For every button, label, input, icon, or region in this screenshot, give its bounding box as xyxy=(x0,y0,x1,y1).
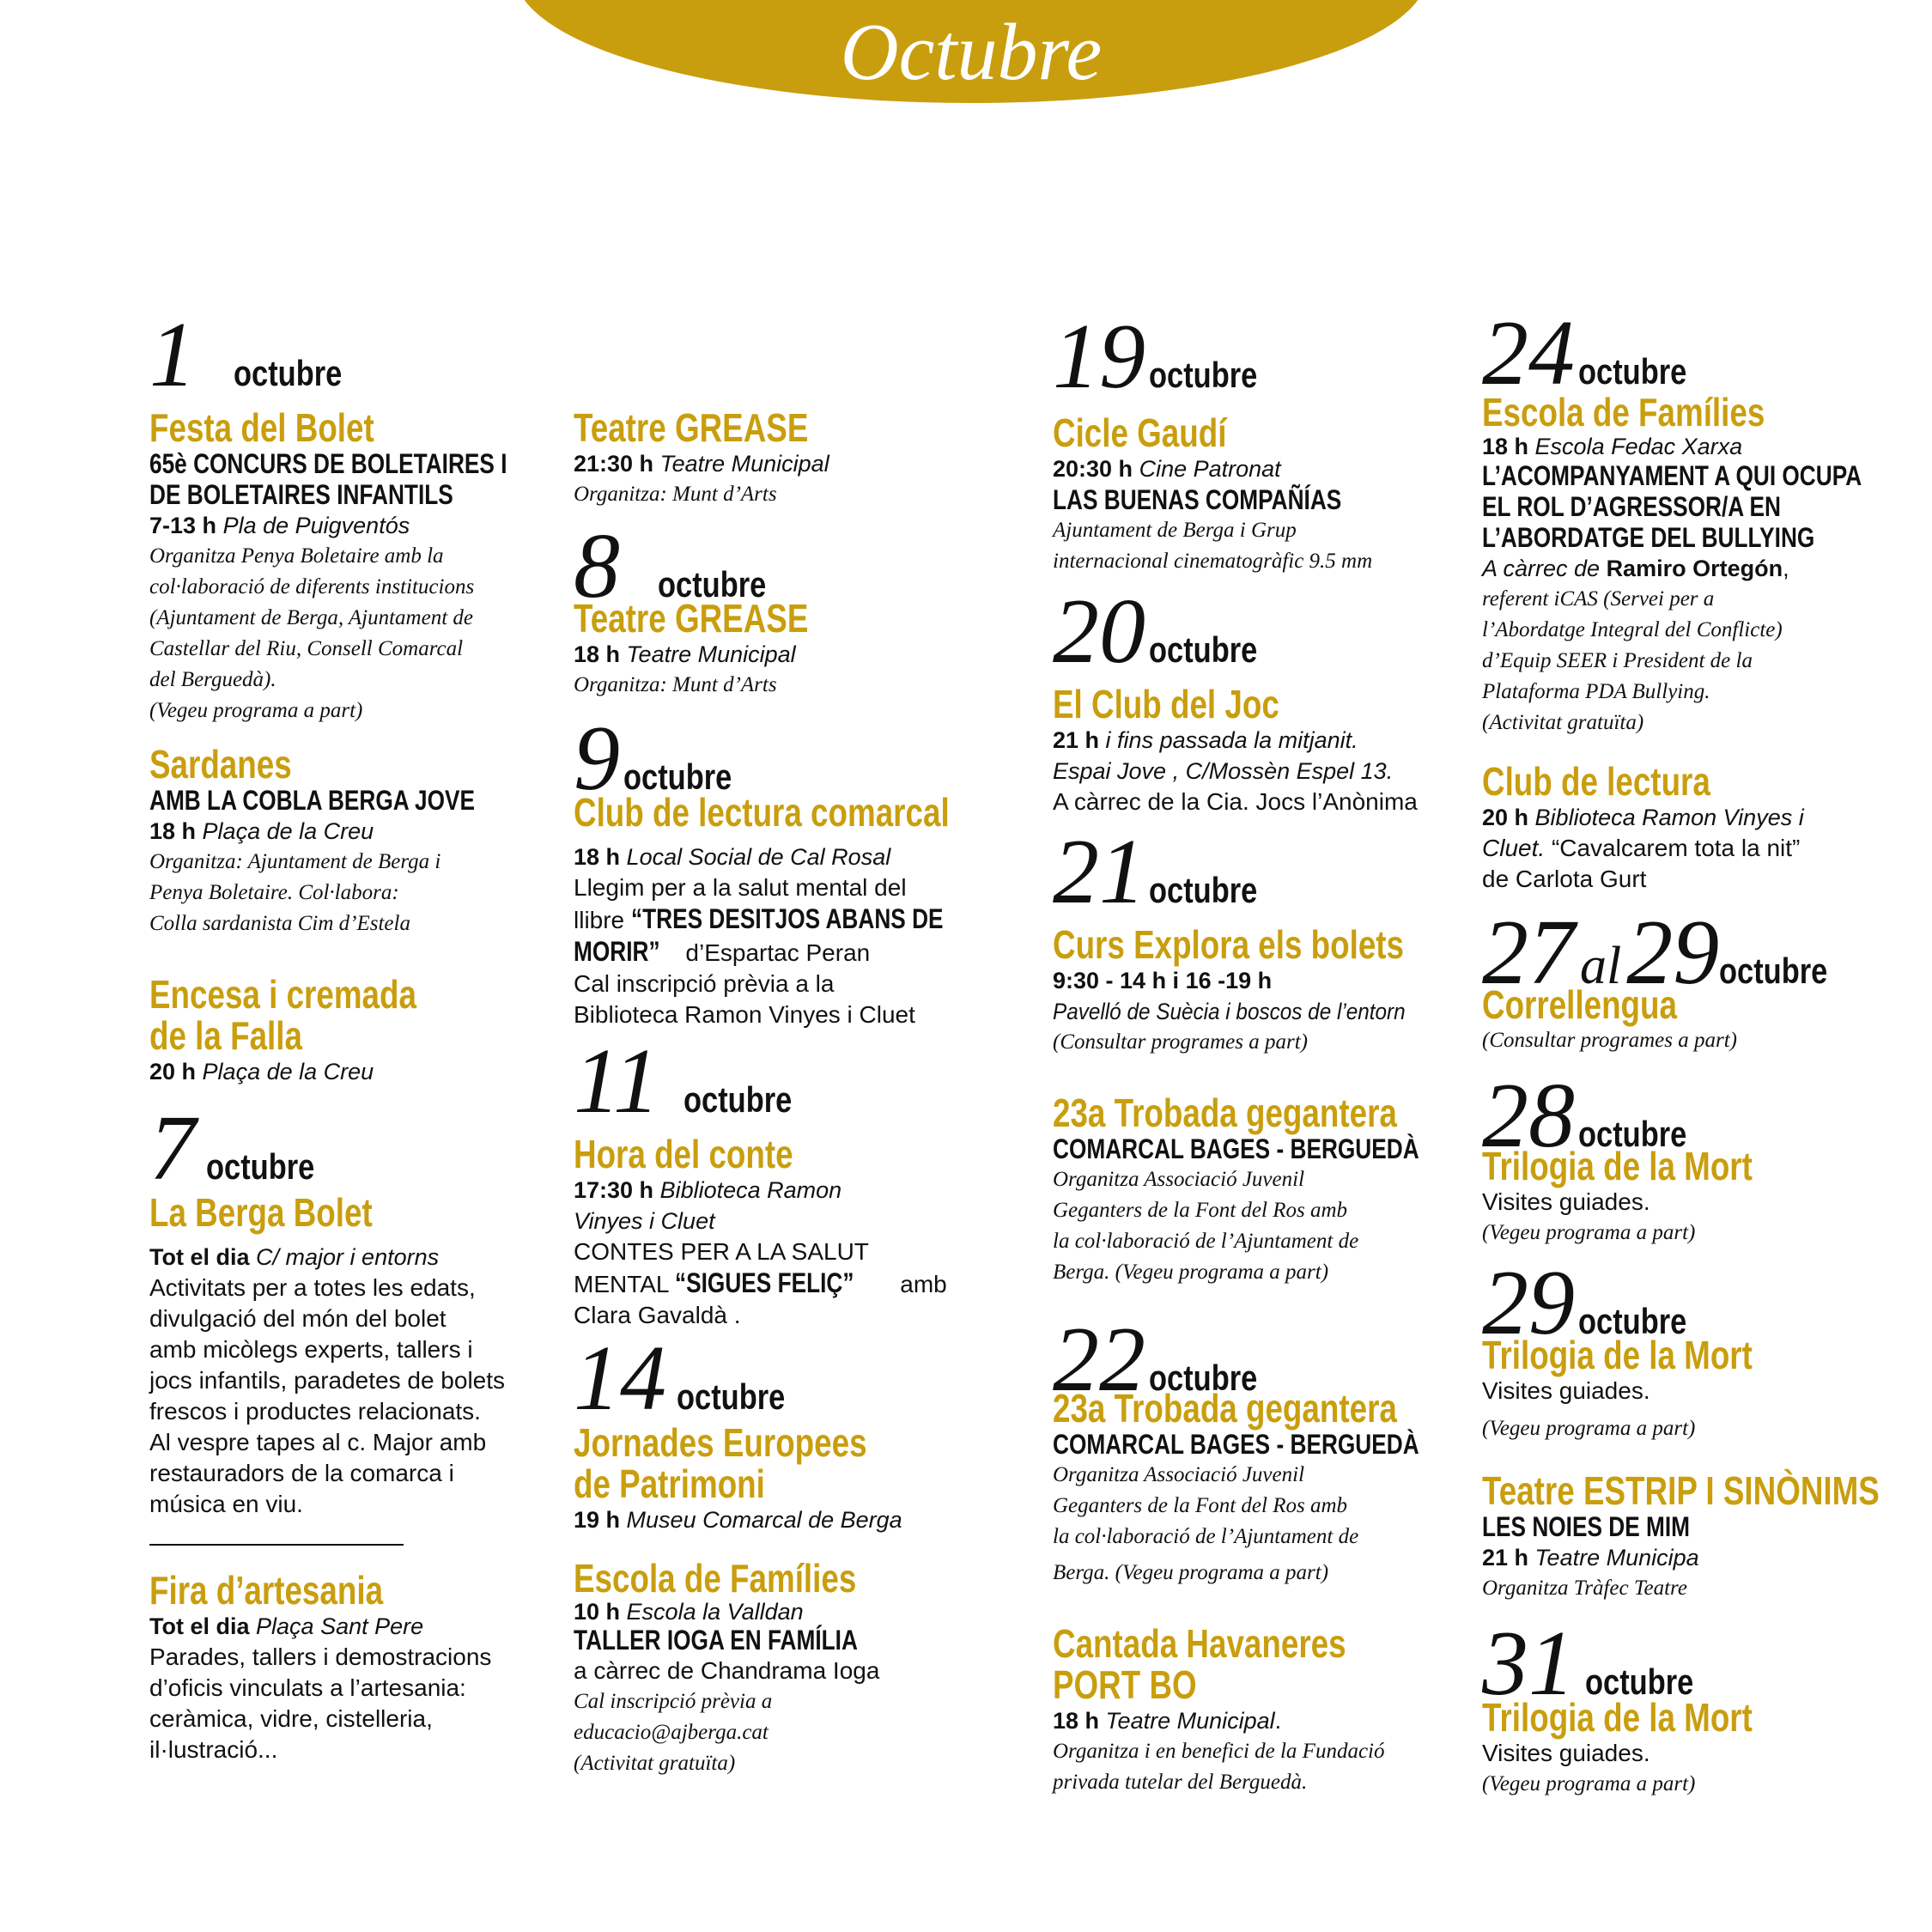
event-time-place xyxy=(1053,1705,1456,1736)
month-label: octubre xyxy=(1149,870,1258,910)
event-title: Teatre ESTRIP I SINÒNIMS xyxy=(1482,1468,1880,1513)
date-heading xyxy=(1053,306,1456,408)
text: . xyxy=(1274,1708,1282,1734)
event-place: Cluet. xyxy=(1482,835,1546,861)
date-heading xyxy=(574,708,977,810)
event-organizer: Organitza Tràfec Teatre xyxy=(1482,1577,1687,1600)
event-organizer: Organitza: Munt d’Arts xyxy=(574,673,777,696)
event-place: Pla de Puigventós xyxy=(222,513,410,538)
date-heading xyxy=(149,304,553,406)
event-subtitle: EL ROL D’AGRESSOR/A EN xyxy=(1482,491,1781,522)
event-time: 18 h xyxy=(574,641,621,667)
event-time-place xyxy=(1053,725,1456,756)
event-note: (Vegeu programa a part) xyxy=(1482,1221,1696,1244)
month-label: octubre xyxy=(1149,629,1258,670)
event-place: Local Social de Cal Rosal xyxy=(626,844,891,870)
event-organizer: Geganters de la Font del Ros amb xyxy=(1053,1494,1348,1517)
date-heading xyxy=(149,1097,553,1200)
event-title: Escola de Famílies xyxy=(574,1556,857,1601)
event-description: Visites guiades. xyxy=(1482,1188,1650,1215)
event-title: Teatre GREASE xyxy=(574,405,809,450)
event-note: (Vegeu programa a part) xyxy=(149,699,363,722)
event-place: Escola la Valldan xyxy=(626,1599,804,1625)
event-title: 23a Trobada gegantera xyxy=(1053,1386,1397,1431)
event-title: Hora del conte xyxy=(574,1132,793,1176)
event-organizer: Organitza: Ajuntament de Berga i xyxy=(149,850,441,873)
event-description: Al vespre tapes al c. Major amb xyxy=(149,1429,487,1455)
month-label: octubre xyxy=(623,756,732,797)
month-label: octubre xyxy=(1149,355,1258,395)
event-note: (Activitat gratuïta) xyxy=(1482,711,1644,734)
month-label: octubre xyxy=(1149,1358,1258,1398)
event-note: (Vegeu programa a part) xyxy=(1482,1417,1696,1440)
event-correllengua xyxy=(1482,984,1886,1056)
event-place: Museu Comarcal de Berga xyxy=(626,1507,902,1533)
event-time: Tot el dia xyxy=(149,1244,250,1270)
event-teatre-estrip xyxy=(1482,1470,1886,1604)
event-organizer: Plataforma PDA Bullying. xyxy=(1482,680,1710,703)
event-organizer: l’Abordatge Integral del Conflicte) xyxy=(1482,618,1783,641)
event-place: C/ major i entorns xyxy=(256,1244,440,1270)
event-title: El Club del Joc xyxy=(1053,682,1279,726)
event-hora-conte xyxy=(574,1133,977,1331)
event-time: 9:30 - 14 h i 16 -19 h xyxy=(1053,968,1273,993)
text: A càrrec de xyxy=(1482,556,1607,581)
event-organizer: d’Equip SEER i President de la xyxy=(1482,649,1753,672)
event-trobada-gegantera-1 xyxy=(1053,1092,1456,1288)
event-place xyxy=(1053,996,1456,1027)
event-time: 20 h xyxy=(1482,805,1529,830)
event-place: Teatre Municipa xyxy=(1534,1545,1699,1571)
event-title: Escola de Famílies xyxy=(1482,390,1765,434)
event-time: 10 h xyxy=(574,1599,621,1625)
event-organizer: (Ajuntament de Berga, Ajuntament de xyxy=(149,606,474,629)
month-label: octubre xyxy=(1578,1114,1687,1154)
event-highlight: “SIGUES FELIÇ” xyxy=(675,1267,854,1298)
event-organizer: Ajuntament de Berga i Grup xyxy=(1053,519,1297,542)
event-organizer: referent iCAS (Servei per a xyxy=(1482,587,1715,611)
event-organizer: Organitza Penya Boletaire amb la xyxy=(149,544,444,568)
date-heading xyxy=(1482,1613,1886,1715)
date-heading xyxy=(1482,302,1886,404)
event-subtitle: LES NOIES DE MIM xyxy=(1482,1511,1691,1542)
event-organizer: la col·laboració de l’Ajuntament de xyxy=(1053,1230,1359,1253)
event-time-place xyxy=(574,639,977,670)
month-label: octubre xyxy=(1578,1301,1687,1341)
event-place: Teatre Municipal xyxy=(626,641,796,667)
event-time-place xyxy=(149,1242,553,1273)
event-place: Vinyes i Cluet xyxy=(574,1208,715,1234)
event-time: 19 h xyxy=(574,1507,621,1533)
book-title: “Cavalcarem tota la nit” xyxy=(1551,835,1801,861)
event-trilogia-3 xyxy=(1482,1697,1886,1800)
date-heading xyxy=(1053,580,1456,683)
event-time: 21:30 h xyxy=(574,451,654,477)
date-number: 21 xyxy=(1053,821,1145,923)
event-title: Fira d’artesania xyxy=(149,1568,384,1613)
date-number: 28 xyxy=(1482,1065,1575,1167)
event-title: Trilogia de la Mort xyxy=(1482,1144,1753,1188)
event-subtitle: LAS BUENAS COMPAÑÍAS xyxy=(1053,484,1342,515)
event-jornades xyxy=(574,1422,977,1535)
event-organizer: Organitza i en benefici de la Fundació xyxy=(1053,1740,1385,1763)
event-time: 21 h xyxy=(1053,727,1100,753)
event-time xyxy=(1053,965,1456,996)
event-time-place xyxy=(574,1599,977,1625)
event-organizer: Organitza Associació Juvenil xyxy=(1053,1168,1305,1191)
event-title: Encesa i cremada xyxy=(149,972,416,1017)
event-description: Llegim per a la salut mental del xyxy=(574,874,907,901)
event-description xyxy=(574,1267,977,1300)
event-time-place xyxy=(574,1175,977,1206)
speaker-name: Ramiro Ortegón xyxy=(1606,556,1783,581)
event-place: Biblioteca Ramon xyxy=(659,1177,842,1203)
date-number: 20 xyxy=(1053,580,1145,683)
event-organizer: col·laboració de diferents institucions xyxy=(149,575,475,598)
date-number: 11 xyxy=(574,1030,659,1133)
event-time: 7-13 h xyxy=(149,513,217,538)
event-time-place xyxy=(1482,1542,1886,1573)
event-time-place xyxy=(574,841,977,872)
book-title: “TRES DESITJOS ABANS DE xyxy=(630,903,944,934)
event-subtitle: COMARCAL BAGES - BERGUEDÀ xyxy=(1053,1133,1419,1164)
event-description: divulgació del món del bolet xyxy=(149,1305,447,1332)
month-label: octubre xyxy=(677,1376,786,1417)
event-description: restauradors de la comarca i xyxy=(149,1460,454,1486)
event-organizer: Organitza Associació Juvenil xyxy=(1053,1463,1305,1486)
event-place: Plaça de la Creu xyxy=(202,818,374,844)
event-place: Plaça Sant Pere xyxy=(256,1613,424,1639)
event-title: Jornades Europees xyxy=(574,1420,867,1465)
event-time-place xyxy=(574,1504,977,1535)
date-number: 29 xyxy=(1482,1252,1575,1354)
date-number: 31 xyxy=(1482,1613,1575,1715)
event-time: 21 h xyxy=(1482,1545,1529,1571)
event-club-lectura xyxy=(1482,761,1886,895)
event-escola-families-2 xyxy=(1482,392,1886,738)
event-sardanes xyxy=(149,744,553,939)
event-title: Teatre GREASE xyxy=(574,596,809,641)
event-title: de Patrimoni xyxy=(574,1461,765,1506)
month-label: octubre xyxy=(1585,1662,1694,1702)
event-club-joc xyxy=(1053,683,1456,817)
event-time-place xyxy=(1053,453,1456,484)
date-number: 29 xyxy=(1626,902,1720,1004)
event-title: PORT BO xyxy=(1053,1662,1197,1707)
event-organizer: Castellar del Riu, Consell Comarcal xyxy=(149,637,464,660)
date-heading xyxy=(574,1327,977,1430)
event-description xyxy=(574,903,977,936)
event-subtitle: DE BOLETAIRES INFANTILS xyxy=(149,479,453,510)
event-club-lectura-comarcal xyxy=(574,792,977,1030)
event-title: Trilogia de la Mort xyxy=(1482,1695,1753,1740)
event-time: 18 h xyxy=(1053,1708,1100,1734)
event-time-place xyxy=(149,510,553,541)
event-title: Sardanes xyxy=(149,742,292,787)
date-number: 14 xyxy=(574,1327,666,1430)
book-title: MORIR” xyxy=(574,936,660,967)
event-place xyxy=(574,1206,977,1236)
event-time: 18 h xyxy=(1482,434,1529,459)
month-label: octubre xyxy=(1578,351,1687,392)
event-description: A càrrec de la Cia. Jocs l’Anònima xyxy=(1053,788,1418,815)
event-place: Teatre Municipal xyxy=(659,451,829,477)
event-description: Biblioteca Ramon Vinyes i Cluet xyxy=(574,1001,915,1028)
event-cicle-gaudi xyxy=(1053,412,1456,577)
date-number: 7 xyxy=(149,1097,196,1200)
event-title: Cantada Havaneres xyxy=(1053,1621,1346,1666)
event-festa-bolet xyxy=(149,407,553,726)
event-place: Pavelló de Suècia i boscos de l’entorn xyxy=(1053,999,1406,1024)
event-subtitle: COMARCAL BAGES - BERGUEDÀ xyxy=(1053,1429,1419,1460)
event-email: educacio@ajberga.cat xyxy=(574,1721,769,1744)
event-time-place xyxy=(149,1056,553,1087)
event-place: Escola Fedac Xarxa xyxy=(1534,434,1743,459)
event-title: Cicle Gaudí xyxy=(1053,410,1227,455)
event-time-place xyxy=(1482,802,1886,833)
event-description: Parades, tallers i demostracions xyxy=(149,1643,492,1670)
event-description xyxy=(1482,833,1886,864)
event-organizer: Cal inscripció prèvia a xyxy=(574,1690,773,1713)
event-description: d’oficis vinculats a l’artesania: xyxy=(149,1674,466,1701)
event-description: a càrrec de Chandrama Ioga xyxy=(574,1657,880,1684)
event-place: Plaça de la Creu xyxy=(202,1059,374,1084)
event-note: (Activitat gratuïta) xyxy=(574,1752,736,1775)
event-time-place xyxy=(574,448,977,479)
text: d’Espartac Peran xyxy=(678,939,871,966)
event-place: Teatre Municipal xyxy=(1105,1708,1275,1734)
event-trilogia-1 xyxy=(1482,1145,1886,1249)
event-title: Correllengua xyxy=(1482,982,1677,1027)
month-label: octubre xyxy=(1719,951,1828,991)
event-speaker: A càrrec de Ramiro Ortegón, xyxy=(1482,556,1789,581)
event-title: Club de lectura xyxy=(1482,759,1710,804)
event-description: música en viu. xyxy=(149,1491,303,1517)
event-description: il·lustració... xyxy=(149,1736,278,1763)
event-description: frescos i productes relacionats. xyxy=(149,1398,481,1425)
date-heading xyxy=(574,1030,977,1133)
event-description: Visites guiades. xyxy=(1482,1740,1650,1766)
month-label: octubre xyxy=(683,1079,793,1120)
event-organizer: del Berguedà). xyxy=(149,668,276,691)
event-description: Cal inscripció prèvia a la xyxy=(574,970,835,997)
event-organizer: Berga. (Vegeu programa a part) xyxy=(1053,1561,1329,1584)
event-curs-bolets xyxy=(1053,924,1456,1058)
event-subtitle: 65è CONCURS DE BOLETAIRES I xyxy=(149,448,507,479)
date-heading xyxy=(1053,821,1456,923)
date-number: 22 xyxy=(1053,1309,1145,1411)
event-title: Club de lectura comarcal xyxy=(574,790,950,835)
date-number: 24 xyxy=(1482,302,1575,404)
event-description: amb micòlegs experts, tallers i xyxy=(149,1336,473,1363)
event-fira-artesania xyxy=(149,1570,553,1765)
event-description: ceràmica, vidre, cistelleria, xyxy=(149,1705,433,1732)
event-subtitle: AMB LA COBLA BERGA JOVE xyxy=(149,785,476,816)
date-number: 27 xyxy=(1482,902,1575,1004)
date-number: 19 xyxy=(1053,306,1145,408)
event-time: Tot el dia xyxy=(149,1613,250,1639)
date-number: 9 xyxy=(574,708,620,810)
event-note: (Consultar programes a part) xyxy=(1053,1030,1309,1054)
event-time: 18 h xyxy=(149,818,197,844)
event-description: Activitats per a totes les edats, xyxy=(149,1274,476,1301)
event-note: (Consultar programes a part) xyxy=(1482,1029,1738,1052)
event-trilogia-2 xyxy=(1482,1334,1886,1444)
event-description xyxy=(574,936,977,969)
event-note: (Vegeu programa a part) xyxy=(1482,1772,1696,1795)
event-organizer: internacional cinematogràfic 9.5 mm xyxy=(1053,550,1373,573)
event-time: 17:30 h xyxy=(574,1177,654,1203)
event-subtitle: L’ABORDATGE DEL BULLYING xyxy=(1482,522,1815,553)
event-organizer: Organitza: Munt d’Arts xyxy=(574,483,777,506)
event-description: Clara Gavaldà . xyxy=(574,1302,741,1328)
month-label: octubre xyxy=(206,1146,315,1187)
event-time-place xyxy=(1482,433,1886,460)
event-havaneres xyxy=(1053,1623,1456,1798)
event-time: 20:30 h xyxy=(1053,456,1133,482)
event-berga-bolet xyxy=(149,1192,553,1520)
event-subtitle: TALLER IOGA EN FAMÍLIA xyxy=(574,1625,858,1656)
event-title: La Berga Bolet xyxy=(149,1190,373,1235)
event-trobada-gegantera-2 xyxy=(1053,1388,1456,1589)
event-time-place xyxy=(149,816,553,847)
event-title: de la Falla xyxy=(149,1013,302,1058)
text: llibre xyxy=(574,907,625,933)
text: MENTAL xyxy=(574,1271,676,1297)
event-description: CONTES PER A LA SALUT xyxy=(574,1238,869,1265)
event-place: Espai Jove , C/Mossèn Espel 13. xyxy=(1053,758,1394,784)
page-title: Octubre xyxy=(840,8,1103,97)
text: amb xyxy=(893,1271,947,1297)
month-label: octubre xyxy=(234,353,343,393)
event-time: 20 h xyxy=(149,1059,197,1084)
event-place: i fins passada la mitjanit. xyxy=(1105,727,1358,753)
event-escola-families xyxy=(574,1558,977,1779)
event-place xyxy=(1053,756,1456,787)
event-title: Trilogia de la Mort xyxy=(1482,1333,1753,1377)
event-organizer: Geganters de la Font del Ros amb xyxy=(1053,1199,1348,1222)
event-organizer: Colla sardanista Cim d’Estela xyxy=(149,912,410,935)
event-time: 18 h xyxy=(574,844,621,870)
date-number: 8 xyxy=(574,515,620,617)
event-falla xyxy=(149,974,553,1087)
event-description: de Carlota Gurt xyxy=(1482,866,1647,892)
event-description: jocs infantils, paradetes de bolets xyxy=(149,1367,506,1394)
event-time-place xyxy=(149,1611,553,1642)
event-grease-1 xyxy=(574,407,977,510)
event-place: Cine Patronat xyxy=(1139,456,1281,482)
event-description: Visites guiades. xyxy=(1482,1377,1650,1404)
event-subtitle: L’ACOMPANYAMENT A QUI OCUPA xyxy=(1482,460,1862,491)
event-organizer: privada tutelar del Berguedà. xyxy=(1053,1771,1308,1794)
event-title: Festa del Bolet xyxy=(149,405,374,450)
event-place: Biblioteca Ramon Vinyes i xyxy=(1534,805,1804,830)
event-organizer: Penya Boletaire. Col·labora: xyxy=(149,881,399,904)
event-organizer: Berga. (Vegeu programa a part) xyxy=(1053,1261,1329,1284)
event-title: 23a Trobada gegantera xyxy=(1053,1091,1397,1135)
event-organizer: la col·laboració de l’Ajuntament de xyxy=(1053,1525,1359,1548)
date-range-al: al xyxy=(1580,937,1622,995)
month-label: octubre xyxy=(658,564,767,605)
event-title: Curs Explora els bolets xyxy=(1053,922,1405,967)
date-number: 1 xyxy=(149,304,196,406)
event-grease-2 xyxy=(574,598,977,701)
divider xyxy=(149,1544,404,1546)
